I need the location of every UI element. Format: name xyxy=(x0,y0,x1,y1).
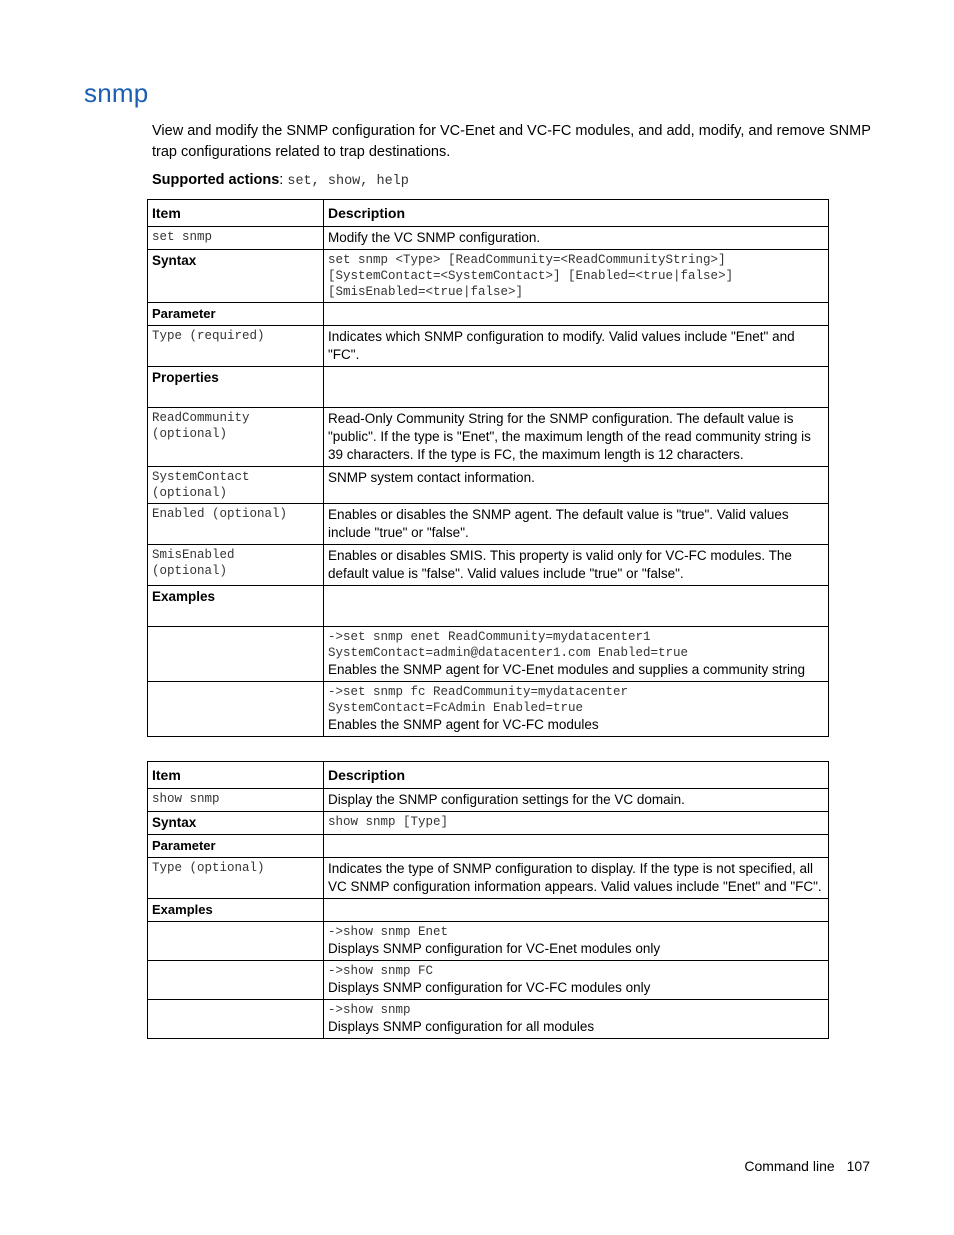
table-row xyxy=(148,303,829,326)
table-row xyxy=(148,367,829,408)
example-code: ->show snmp FC xyxy=(328,964,434,978)
table-row xyxy=(148,627,829,682)
table-row xyxy=(148,789,829,812)
command-description: Modify the VC SNMP configuration. xyxy=(324,227,829,250)
param-type-description: Indicates the type of SNMP configuration to display. If the type is not specified, all VC SNMP configuration information appears. Valid values include "Enet" and "FC". xyxy=(324,858,829,899)
prop-enabled: Enabled (optional) xyxy=(152,507,288,521)
header-description: Description xyxy=(324,762,829,789)
prop-system-contact-description: SNMP system contact information. xyxy=(324,467,829,504)
table-header-row xyxy=(148,200,829,227)
syntax-code: set snmp <Type> [ReadCommunity=<ReadCommunityString>] [SystemContact=<SystemContact>] [Enabled=<true|false>] [SmisEnabled=<true|false>] xyxy=(328,253,734,299)
page-footer xyxy=(744,1158,870,1174)
supported-actions-label: Supported actions xyxy=(152,172,280,188)
prop-read-community: ReadCommunity (optional) xyxy=(152,411,250,441)
set-snmp-table xyxy=(147,199,829,737)
table-row xyxy=(148,961,829,1000)
table-row xyxy=(148,408,829,467)
prop-smis-enabled-description: Enables or disables SMIS. This property is valid only for VC-FC modules. The default value is "false". Valid values include "true" or "false". xyxy=(324,545,829,586)
table-row xyxy=(148,250,829,303)
examples-label: Examples xyxy=(148,586,324,627)
parameter-label: Parameter xyxy=(148,835,324,858)
page-number: 107 xyxy=(846,1158,870,1174)
header-item: Item xyxy=(148,200,324,227)
syntax-label: Syntax xyxy=(148,250,324,303)
show-snmp-table xyxy=(147,761,829,1039)
syntax-label: Syntax xyxy=(148,812,324,835)
table-row xyxy=(148,545,829,586)
command-name: show snmp xyxy=(152,792,220,806)
supported-actions: Supported actions: set, show, help xyxy=(152,172,409,189)
example-description: Displays SNMP configuration for VC-Enet modules only xyxy=(328,941,661,956)
param-type: Type (optional) xyxy=(152,861,265,875)
table-row xyxy=(148,227,829,250)
header-item: Item xyxy=(148,762,324,789)
table-row xyxy=(148,835,829,858)
parameter-label: Parameter xyxy=(148,303,324,326)
table-row xyxy=(148,682,829,737)
table-row xyxy=(148,899,829,922)
param-type: Type (required) xyxy=(152,329,265,343)
page-title: snmp xyxy=(84,78,149,108)
prop-enabled-description: Enables or disables the SNMP agent. The default value is "true". Valid values include "true" or "false". xyxy=(324,504,829,545)
param-type-description: Indicates which SNMP configuration to modify. Valid values include "Enet" and "FC". xyxy=(324,326,829,367)
example-description: Enables the SNMP agent for VC-FC modules xyxy=(328,717,599,732)
table-row xyxy=(148,504,829,545)
properties-label: Properties xyxy=(148,367,324,408)
prop-smis-enabled: SmisEnabled (optional) xyxy=(152,548,235,578)
table-row xyxy=(148,1000,829,1039)
header-description: Description xyxy=(324,200,829,227)
footer-section: Command line xyxy=(744,1158,835,1174)
table-row xyxy=(148,586,829,627)
table-row xyxy=(148,467,829,504)
table-row xyxy=(148,858,829,899)
syntax-code: show snmp [Type] xyxy=(328,815,449,829)
example-description: Enables the SNMP agent for VC-Enet modules and supplies a community string xyxy=(328,662,805,677)
example-description: Displays SNMP configuration for all modules xyxy=(328,1019,595,1034)
example-code: ->show snmp Enet xyxy=(328,925,449,939)
table-row xyxy=(148,922,829,961)
table-header-row xyxy=(148,762,829,789)
examples-label: Examples xyxy=(148,899,324,922)
intro-paragraph: View and modify the SNMP configuration for VC-Enet and VC-FC modules, and add, modify, and remove SNMP trap configurations related to trap destinations. xyxy=(152,123,871,160)
example-code: ->set snmp enet ReadCommunity=mydatacenter1 SystemContact=admin@datacenter1.com Enabled=true xyxy=(328,630,689,660)
table-row xyxy=(148,812,829,835)
example-description: Displays SNMP configuration for VC-FC modules only xyxy=(328,980,651,995)
supported-actions-list: set, show, help xyxy=(287,174,409,189)
prop-read-community-description: Read-Only Community String for the SNMP configuration. The default value is "public". If the type is "Enet", the maximum length of the read community string is 39 characters. If the type is FC, the maximum length is 12 characters. xyxy=(324,408,829,467)
command-description: Display the SNMP configuration settings for the VC domain. xyxy=(324,789,829,812)
prop-system-contact: SystemContact (optional) xyxy=(152,470,250,500)
example-code: ->set snmp fc ReadCommunity=mydatacenter SystemContact=FcAdmin Enabled=true xyxy=(328,685,629,715)
command-name: set snmp xyxy=(152,230,213,244)
example-code: ->show snmp xyxy=(328,1003,411,1017)
table-row xyxy=(148,326,829,367)
